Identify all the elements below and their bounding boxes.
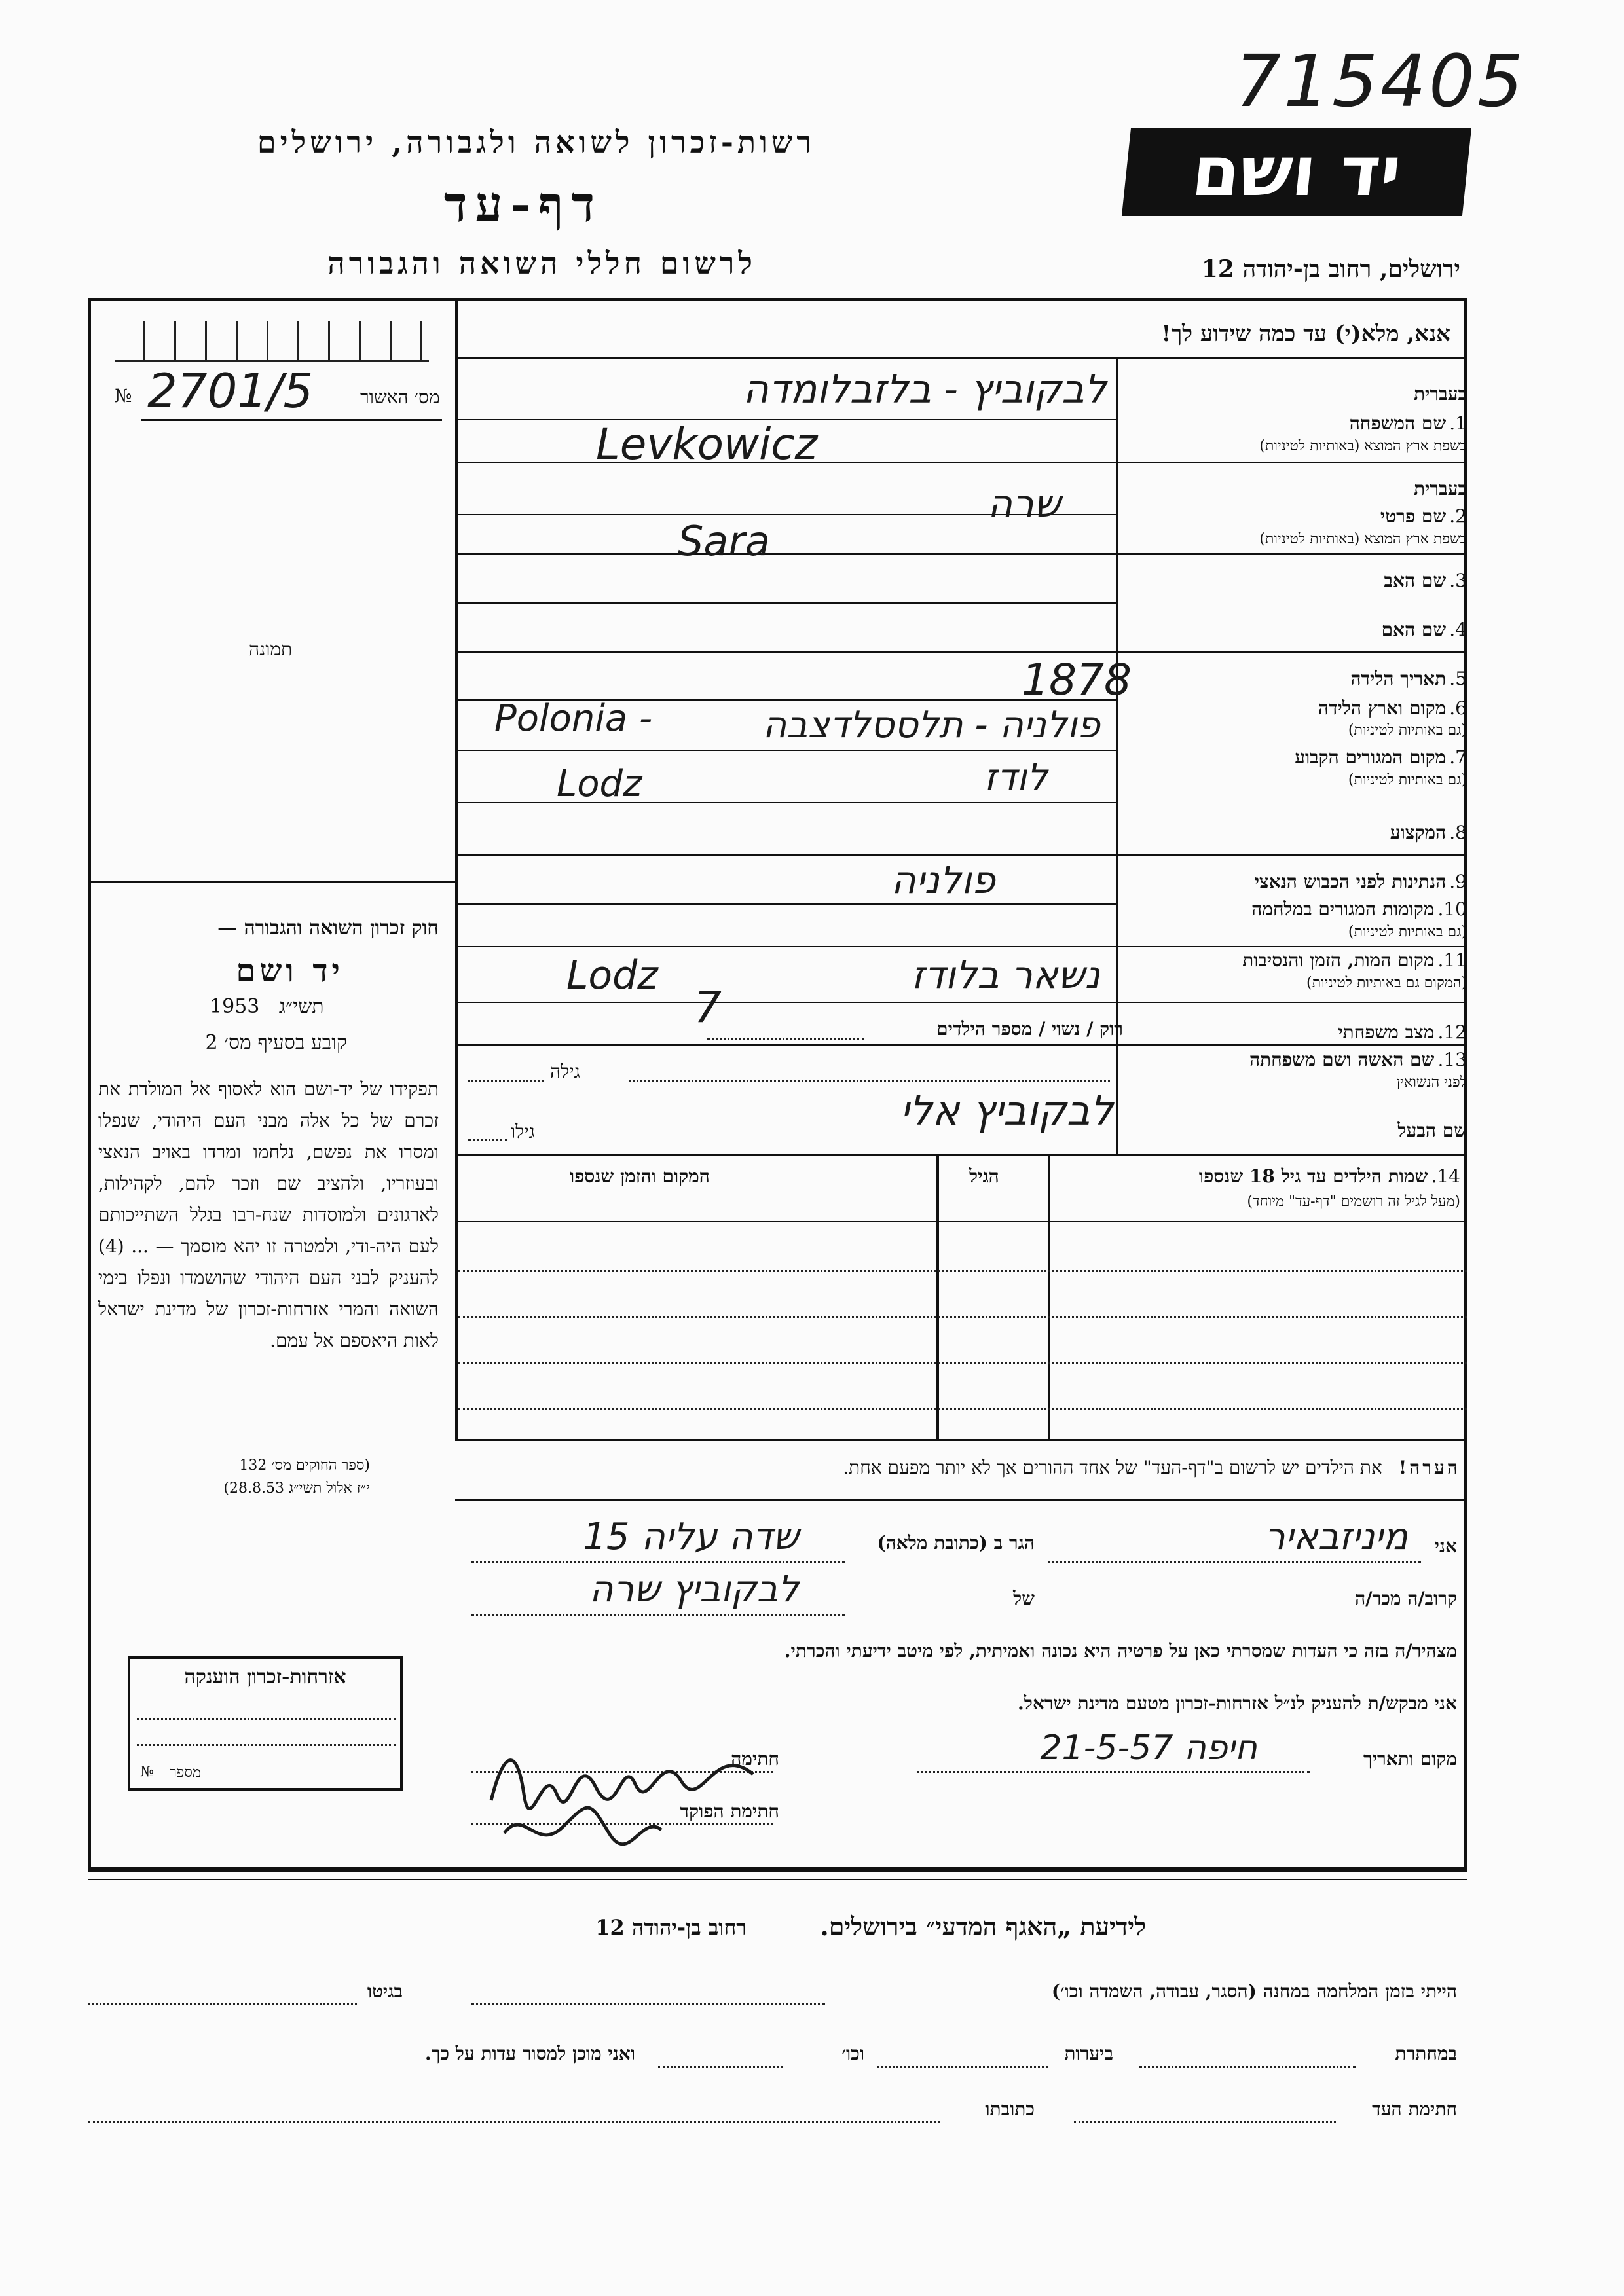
field-9-label: הנתינות לפני הכבוש הנאצי <box>1254 871 1447 892</box>
bottom-forests: ביערות <box>1064 2043 1113 2064</box>
declarant-address: שדה עליה 15 <box>583 1516 799 1558</box>
death-place-latin: Lodz <box>566 953 658 998</box>
husband-name: לבקוביץ אלי <box>900 1087 1113 1135</box>
wife-name-dots <box>629 1080 1110 1082</box>
children-sub: (מעל לגיל זה רושמים "דף-עד" מיוחד) <box>1247 1194 1460 1210</box>
signature-label: חתימה <box>731 1748 779 1770</box>
law-ref-1: (ספר החוקים מס׳ 132 <box>239 1457 370 1474</box>
address: ירושלים, רחוב בן-יהודה 12 <box>1201 255 1460 283</box>
registration-number: 2701/5 <box>147 363 314 418</box>
declarant-address-dots <box>471 1561 845 1563</box>
declaration-text: מצהיר/ה בזה כי העדות שמסרתי כאן על פרטיה היא נכונה ואמיתית, לפי מיטב ידיעתי והכרתי. <box>784 1640 1457 1662</box>
field-12-num: 12. <box>1437 1021 1467 1043</box>
field-5-num: 5. <box>1449 668 1467 689</box>
field-10-label: מקומות המגורים במלחמה <box>1251 898 1435 920</box>
birth-date: 1878 <box>1022 655 1132 705</box>
field-2-hebrew-tag: בעברית <box>1413 478 1467 500</box>
note-text: את הילדים יש לרשום ב"דף-העד" של אחד ההורים אך לא יותר מפעם אחת. <box>843 1457 1382 1478</box>
citizenship-box-title: אזרחות-זכרון הוענקה <box>184 1666 346 1688</box>
field-3-num: 3. <box>1449 570 1467 591</box>
place-date-value: חיפה 21-5-57 <box>1040 1728 1257 1768</box>
law-title: חוק זכרון השואה והגבורה — <box>217 917 439 939</box>
nationality-value: פולניה <box>891 858 995 902</box>
marital-status-options: רוק / נשוי / מספר הילדים <box>936 1018 1123 1040</box>
deceased-dots <box>471 1614 845 1616</box>
law-body: תפקידו של יד-ושם הוא לאסוף אל המולדת את זכרם של כל אלה מבני העם היהודי, שנפלו ומסרו את נפשם, נלחמו ומרדו באויב הנאצי ובעוזריו, ולהציב שם וזכר להם, לקהילות, לארגונים ולמוסדות שנח-רבו בגלל השתייכותם לעם היה-ודי, ולמטרה זו יהא מוסמך — ... (4) להעניק לבני העם היהודי שהושמדו ונפלו בימי השואה והמרי אזרחות-זכרון של מדינת ישראל לאות היאספם אל עמם. <box>98 1078 439 1351</box>
death-place-hebrew: נשאר בלודז <box>911 953 1100 997</box>
field-13-sub: לפני הנשואין <box>1396 1074 1467 1091</box>
declarant-relative-label: קרוב/ה מכר/ה <box>1355 1588 1457 1609</box>
declarant-name: מיניזבאיר <box>1264 1516 1408 1558</box>
field-13-label: שם האשה ושם משפחתה <box>1249 1049 1435 1070</box>
field-7-sub: (גם באותיות לטיניות) <box>1348 772 1467 788</box>
note-label: הערה! <box>1398 1457 1460 1478</box>
witness-addr-dots <box>88 2121 940 2123</box>
firstname-hebrew: שרה <box>987 481 1061 526</box>
row-line <box>458 1002 1467 1003</box>
husband-age-label: גילו <box>511 1121 535 1142</box>
field-5-label: תאריך הלידה <box>1350 668 1447 689</box>
children-row-dots <box>458 1362 1467 1364</box>
law-year-row <box>210 995 324 1018</box>
surname-latin: Levkowicz <box>596 419 818 469</box>
place-date-dots <box>917 1771 1310 1773</box>
registration-no-label: № <box>115 385 132 407</box>
bottom-address: רחוב בן-יהודה 12 <box>595 1915 747 1940</box>
husband-label: שם הבעל <box>1397 1120 1467 1141</box>
row-line <box>458 1044 1467 1046</box>
citizenship-no-label: № <box>140 1764 154 1780</box>
deceased-name: לבקוביץ שרה <box>589 1568 799 1611</box>
form-title: דף-עד <box>443 177 602 233</box>
field-12-label: מצב משפחתי <box>1338 1021 1435 1043</box>
field-1-label: שם המשפחה <box>1349 412 1447 434</box>
row-line <box>1116 553 1467 555</box>
children-row-dots <box>458 1408 1467 1410</box>
bottom-ghetto: בגיטו <box>367 1980 403 2002</box>
firstname-latin: Sara <box>678 517 770 565</box>
children-col-divider <box>1048 1154 1050 1440</box>
field-1-sub: בשפת ארץ המוצא (באותיות לטיניות) <box>1259 438 1467 454</box>
children-col-place: המקום והזמן שנספו <box>570 1165 710 1187</box>
row-line <box>458 854 1467 856</box>
law-clause: קובע בסעיף מס׳ 2 <box>205 1031 347 1054</box>
field-11-num: 11. <box>1437 949 1467 971</box>
request-text: אני מבקש/ת להעניק לנ״ל אזרחות-זכרון מטעם מדינת ישראל. <box>1018 1692 1457 1714</box>
row-line <box>1116 462 1467 463</box>
citizenship-box <box>128 1656 403 1791</box>
underground-dots <box>1139 2066 1356 2068</box>
logo-text: יד ושם <box>1188 132 1405 211</box>
registration-ticks <box>115 321 429 362</box>
row-line <box>458 1154 1467 1156</box>
rule <box>458 357 1467 359</box>
declarant-of-label: של <box>1013 1588 1035 1609</box>
law-name: יד ושם <box>236 953 344 989</box>
citizenship-number-label: מספר <box>170 1764 201 1781</box>
field-1-num: 1. <box>1449 412 1467 434</box>
children-row-dots <box>458 1270 1467 1272</box>
bottom-title: לידיעת „האגף המדעי״ בירושלים. <box>820 1912 1146 1941</box>
field-11-sub: (המקום גם באותיות לטיניות) <box>1306 975 1467 991</box>
citizenship-dots <box>137 1744 396 1746</box>
children-header <box>1199 1165 1460 1188</box>
law-year-he: תשי״ג <box>278 995 324 1018</box>
field-4-num: 4. <box>1449 619 1467 640</box>
note-bottom <box>455 1499 1467 1501</box>
field-4-label: שם האם <box>1381 619 1447 640</box>
children-num: 14. <box>1431 1165 1460 1187</box>
witness-sig-dots <box>1074 2121 1336 2123</box>
children-row-dots <box>458 1316 1467 1318</box>
residence-hebrew: לודז <box>984 756 1048 799</box>
bottom-etc: וכו׳ <box>841 2043 864 2064</box>
entry-line <box>458 750 1116 751</box>
children-count: 7 <box>694 982 722 1032</box>
inspector-label: חתימת הפוקד <box>680 1800 779 1822</box>
husband-age-dots <box>468 1139 507 1141</box>
authority-name: רשות-זכרון לשואה ולגבורה, ירושלים <box>257 124 815 160</box>
bottom-ready: ואני מוכן למסור עדות על כך. <box>424 2043 635 2064</box>
law-year: 1953 <box>210 995 260 1018</box>
field-6-label: מקום וארץ הלידה <box>1318 697 1447 719</box>
residence-latin: Lodz <box>557 763 642 805</box>
law-top-rule <box>88 881 455 883</box>
marital-dots <box>707 1038 864 1040</box>
camp-dots <box>471 2003 825 2005</box>
ghetto-dots <box>88 2003 357 2005</box>
birthplace-hebrew: פולניה - תלססלדצבה <box>762 704 1100 746</box>
field-2-sub: בשפת ארץ המוצא (באותיות לטיניות) <box>1259 531 1467 547</box>
field-1-hebrew-tag: בעברית <box>1413 383 1467 405</box>
law-ref-2: י״ז אלול תשי״ג 28.8.53) <box>223 1480 370 1497</box>
field-6-sub: (גם באותיות לטיניות) <box>1348 722 1467 738</box>
field-3-label: שם האב <box>1384 570 1447 591</box>
field-9-num: 9. <box>1449 871 1467 892</box>
bottom-rule-thick <box>88 1869 1467 1872</box>
field-7-label: מקום המגורים הקבוע <box>1295 746 1447 768</box>
photo-label: תמונה <box>249 638 293 660</box>
field-11-label: מקום המות, הזמן והנסיבות <box>1242 949 1435 971</box>
entry-line <box>458 602 1116 604</box>
field-7-num: 7. <box>1449 746 1467 768</box>
field-6-num: 6. <box>1449 697 1467 719</box>
etc-dots <box>658 2066 783 2068</box>
bottom-witness-addr: כתובתו <box>985 2098 1035 2120</box>
please-fill-note: אנא, מלא(י) עד כמה שידוע לך! <box>1161 321 1450 347</box>
entry-line <box>458 903 1116 905</box>
row-line <box>458 651 1467 653</box>
field-8-num: 8. <box>1449 822 1467 843</box>
registration-underline <box>141 419 442 421</box>
registration-label: מס׳ האשור <box>360 386 440 408</box>
children-col-age: הגיל <box>969 1165 999 1187</box>
declarant-resides-label: הגר ב (כתובת מלאה) <box>877 1532 1035 1554</box>
yad-vashem-logo <box>1122 128 1471 216</box>
children-bottom <box>455 1439 1467 1441</box>
children-col-divider <box>936 1154 939 1440</box>
birthplace-latin: Polonia - <box>494 697 653 740</box>
field-10-sub: (גם באותיות לטיניות) <box>1348 924 1467 940</box>
children-label: שמות הילדים עד גיל 18 שנספו <box>1198 1165 1428 1187</box>
field-8-label: המקצוע <box>1390 822 1447 843</box>
wife-age-label: גילה <box>550 1061 580 1082</box>
main-divider <box>455 298 458 1440</box>
field-2-num: 2. <box>1449 505 1467 527</box>
row-line <box>458 946 1467 947</box>
declarant-i-label: אני <box>1434 1535 1457 1557</box>
children-row <box>458 1221 1467 1222</box>
field-2-label: שם פרטי <box>1380 505 1447 527</box>
archive-number: 715405 <box>1235 39 1526 123</box>
bottom-underground: במחתרת <box>1395 2043 1457 2064</box>
field-13-num: 13. <box>1437 1049 1467 1070</box>
forests-dots <box>877 2066 1048 2068</box>
bottom-rule-thin <box>88 1879 1467 1880</box>
citizenship-dots <box>137 1718 396 1720</box>
place-date-label: מקום ותאריך <box>1363 1748 1457 1770</box>
declarant-name-dots <box>1048 1561 1421 1563</box>
note <box>843 1457 1460 1479</box>
entry-line <box>458 553 1116 555</box>
form-subtitle: לרשום חללי השואה והגבורה <box>327 246 756 281</box>
declarant-signature <box>478 1722 773 1853</box>
wife-age-dots <box>468 1080 544 1082</box>
bottom-witness-sig: חתימת העד <box>1372 2098 1457 2120</box>
field-10-num: 10. <box>1437 898 1467 920</box>
bottom-line1: הייתי בזמן המלחמה במחנה (הסגר, עבודה, השמדה וכו׳) <box>1051 1980 1457 2002</box>
surname-hebrew: לבקוביץ - בלזבלומדה <box>743 367 1107 412</box>
